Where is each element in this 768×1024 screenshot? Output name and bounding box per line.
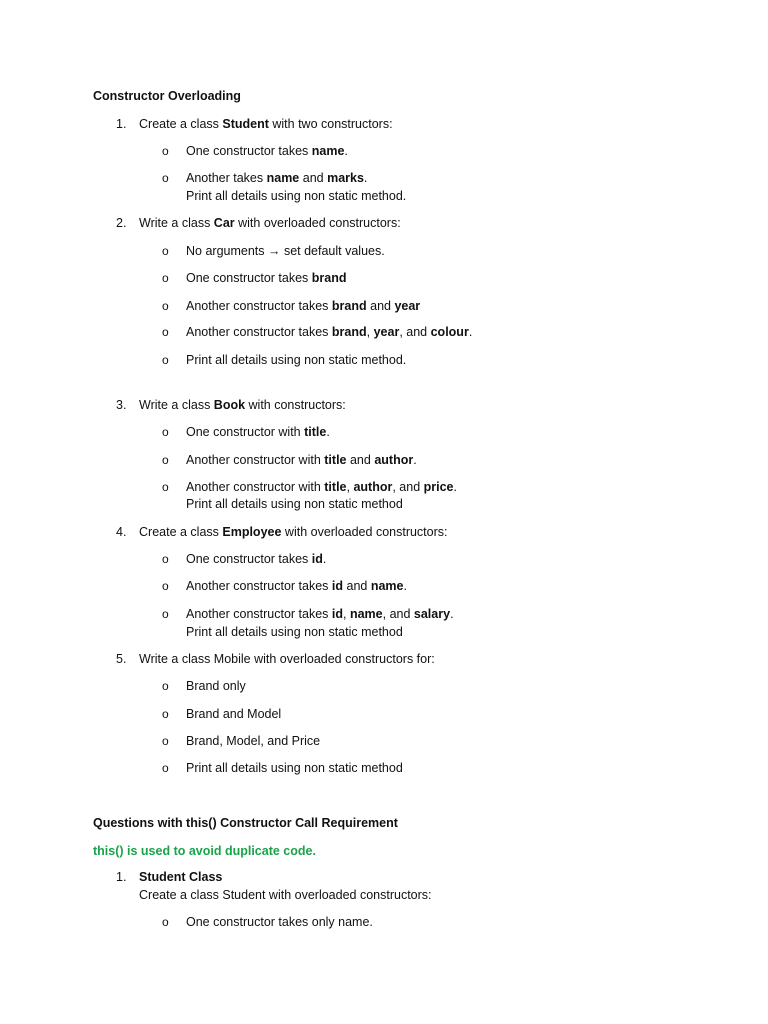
bullet-marker: o — [162, 707, 169, 721]
item-2-bullet-3: Another constructor takes brand and year — [186, 299, 421, 313]
item-1-text: Create a class Student with two constructors: — [139, 117, 393, 131]
bullet-marker: o — [162, 425, 169, 439]
item-1-bullet-2: Another takes name and marks. — [186, 171, 368, 185]
bullet-marker: o — [162, 171, 169, 185]
item-3-bullet-2: Another constructor with title and author. — [186, 453, 417, 467]
item-3-bullet-3: Another constructor with title, author, and price. — [186, 480, 457, 494]
item-5-text: Write a class Mobile with overloaded constructors for: — [139, 652, 435, 666]
item-1-number: 1. — [116, 117, 127, 131]
this-usage-note: this() is used to avoid duplicate code. — [93, 844, 316, 858]
item-2-bullet-2: One constructor takes brand — [186, 271, 347, 285]
bullet-marker: o — [162, 607, 169, 621]
item-2-text: Write a class Car with overloaded constructors: — [139, 216, 401, 230]
item-3-bullet-3-continuation: Print all details using non static method — [186, 497, 403, 511]
item-5-bullet-1: Brand only — [186, 679, 246, 693]
bullet-marker: o — [162, 299, 169, 313]
item-4-text: Create a class Employee with overloaded constructors: — [139, 525, 448, 539]
item-5-number: 5. — [116, 652, 127, 666]
item-5-bullet-2: Brand and Model — [186, 707, 282, 721]
item-4-bullet-3-continuation: Print all details using non static method — [186, 625, 403, 639]
item-3-text: Write a class Book with constructors: — [139, 398, 346, 412]
section2-item-1-number: 1. — [116, 870, 127, 884]
item-2-bullet-4: Another constructor takes brand, year, and colour. — [186, 325, 473, 339]
bullet-marker: o — [162, 144, 169, 158]
bullet-marker: o — [162, 353, 169, 367]
item-4-bullet-3: Another constructor takes id, name, and salary. — [186, 607, 454, 621]
item-2-bullet-1: No arguments → set default values. — [186, 244, 385, 258]
bullet-marker: o — [162, 552, 169, 566]
item-4-number: 4. — [116, 525, 127, 539]
bullet-marker: o — [162, 761, 169, 775]
item-1-bullet-2-continuation: Print all details using non static method. — [186, 189, 407, 203]
bullet-marker: o — [162, 325, 169, 339]
item-5-bullet-4: Print all details using non static method — [186, 761, 403, 775]
section-heading-this-constructor: Questions with this() Constructor Call Requirement — [93, 816, 398, 830]
item-3-number: 3. — [116, 398, 127, 412]
item-4-bullet-1: One constructor takes id. — [186, 552, 327, 566]
section2-item-1-text: Create a class Student with overloaded constructors: — [139, 888, 432, 902]
item-3-bullet-1: One constructor with title. — [186, 425, 330, 439]
section-heading-constructor-overloading: Constructor Overloading — [93, 89, 241, 103]
item-2-number: 2. — [116, 216, 127, 230]
bullet-marker: o — [162, 915, 169, 929]
item-4-bullet-2: Another constructor takes id and name. — [186, 579, 407, 593]
bullet-marker: o — [162, 734, 169, 748]
bullet-marker: o — [162, 244, 169, 258]
item-5-bullet-3: Brand, Model, and Price — [186, 734, 321, 748]
bullet-marker: o — [162, 271, 169, 285]
bullet-marker: o — [162, 579, 169, 593]
item-2-bullet-5: Print all details using non static method. — [186, 353, 407, 367]
bullet-marker: o — [162, 679, 169, 693]
bullet-marker: o — [162, 453, 169, 467]
item-1-bullet-1: One constructor takes name. — [186, 144, 348, 158]
section2-item-1-title: Student Class — [139, 870, 223, 884]
bullet-marker: o — [162, 480, 169, 494]
section2-item-1-bullet-1: One constructor takes only name. — [186, 915, 373, 929]
